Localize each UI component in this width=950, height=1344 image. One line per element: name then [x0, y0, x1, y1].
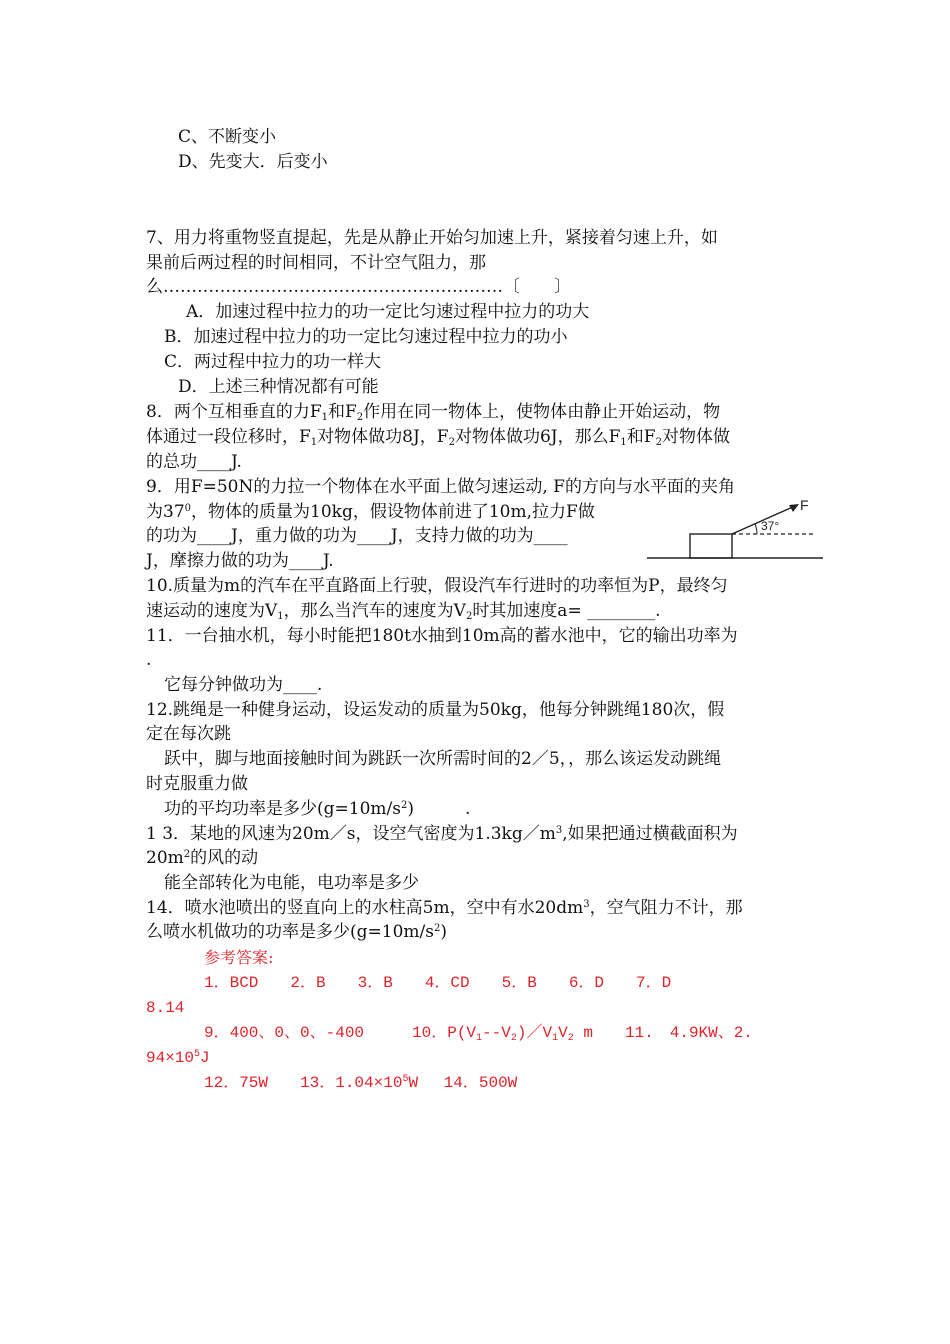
answers-row-4: $94\times 10^5J$	[146, 1049, 210, 1067]
q7-option-d: D．上述三种情况都有可能	[178, 377, 379, 397]
q8-line-3: 的总功____J.	[146, 452, 242, 472]
q7-option-c: C．两过程中拉力的功一样大	[164, 352, 382, 372]
q10-line-1: 10.质量为m的汽车在平直路面上行驶，假设汽车行进时的功率恒为P，最终匀	[146, 576, 728, 596]
answers-row-1: 1．BCD 2．B 3．B 4．CD 5．B 6．D 7．D	[204, 974, 672, 992]
q9-line-1: 9．用F=50N的力拉一个物体在水平面上做匀速运动, F的方向与水平面的夹角	[146, 477, 735, 497]
answers-row-2: 8.14	[146, 999, 185, 1017]
q13-line-3: 能全部转化为电能，电功率是多少	[164, 873, 419, 893]
q11-line-1: 11．一台抽水机，每小时能把180t水抽到10m高的蓄水池中，它的输出功率为	[146, 626, 738, 646]
q13-line-1: 1 3．某地的风速为20m／s，设空气密度为$1.3kg/m^3$,如果把通过横截面积为	[146, 824, 738, 844]
q10-line-2: 速运动的速度为$V_1$，那么当汽车的速度为$V_2$时其加速度a= ________.	[146, 601, 661, 622]
q8-line-1: 8．两个互相垂直的力$F_1$和$F_2$作用在同一物体上，使物体由静止开始运动，物	[146, 402, 721, 423]
q7-option-a: A．加速过程中拉力的功一定比匀速过程中拉力的功大	[186, 302, 590, 322]
q7-line-1: 7、用力将重物竖直提起，先是从静止开始匀加速上升，紧接着匀速上升，如	[146, 228, 718, 248]
q7-option-b: B．加速过程中拉力的功一定比匀速过程中拉力的功小	[164, 327, 568, 347]
angle-label: 37°	[761, 519, 780, 533]
answers-row-3: 9．400、0、0、-400 10．$P(V_1--V_2)/V_1V_2$ m 11. 4.9KW、2.	[204, 1024, 753, 1044]
q11-line-2: .	[146, 650, 152, 670]
q7-line-3: 么……………………………………………………〔 〕	[146, 277, 571, 297]
q7-line-2: 果前后两过程的时间相同，不计空气阻力，那	[146, 253, 486, 273]
q12-line-2: 定在每次跳	[146, 724, 231, 744]
block	[690, 534, 732, 558]
q6-option-c: C、不断变小	[178, 127, 277, 147]
force-label: F	[800, 497, 809, 513]
answers-row-5: 12．75W 13．$1.04\times 10^5W$ 14．500W	[204, 1074, 518, 1092]
q12-line-1: 12.跳绳是一种健身运动，设运发动的质量为50kg，他每分钟跳绳180次，假	[146, 700, 725, 720]
q12-line-3: 跃中，脚与地面接触时间为跳跃一次所需时间的2／5，，那么该运发动跳绳	[164, 749, 722, 769]
q11-line-3: 它每分钟做功为____.	[164, 675, 323, 695]
q12-line-5: 功的平均功率是多少$(g=10m/s^2)$ .	[164, 799, 471, 819]
q6-option-d: D、先变大．后变小	[178, 152, 328, 172]
force-diagram	[645, 492, 825, 562]
q14-line-1: 14．喷水池喷出的竖直向上的水柱高5m，空中有水$20dm^3$，空气阻力不计，那	[146, 898, 743, 918]
answers-title: 参考答案:	[204, 948, 274, 967]
q8-line-2: 体通过一段位移时，$F_1$对物体做功8J，$F_2$对物体做功6J，那么$F_1$和$F_2$对物体做	[146, 427, 730, 448]
q12-line-4: 时克服重力做	[146, 774, 248, 794]
q9-line-3: 的功为____J，重力做的功为____J，支持力做的功为____	[146, 526, 568, 546]
q14-line-2: 么喷水机做功的功率是多少$(g=10m/s^2)$	[146, 922, 447, 942]
q13-line-2: $20m^2$的风的动	[146, 848, 259, 868]
angle-arc	[755, 524, 757, 534]
q9-line-4: J，摩擦力做的功为____J.	[146, 551, 334, 571]
q9-line-2: 为$37^0$，物体的质量为10kg，假设物体前进了10m,拉力F做	[146, 502, 595, 522]
